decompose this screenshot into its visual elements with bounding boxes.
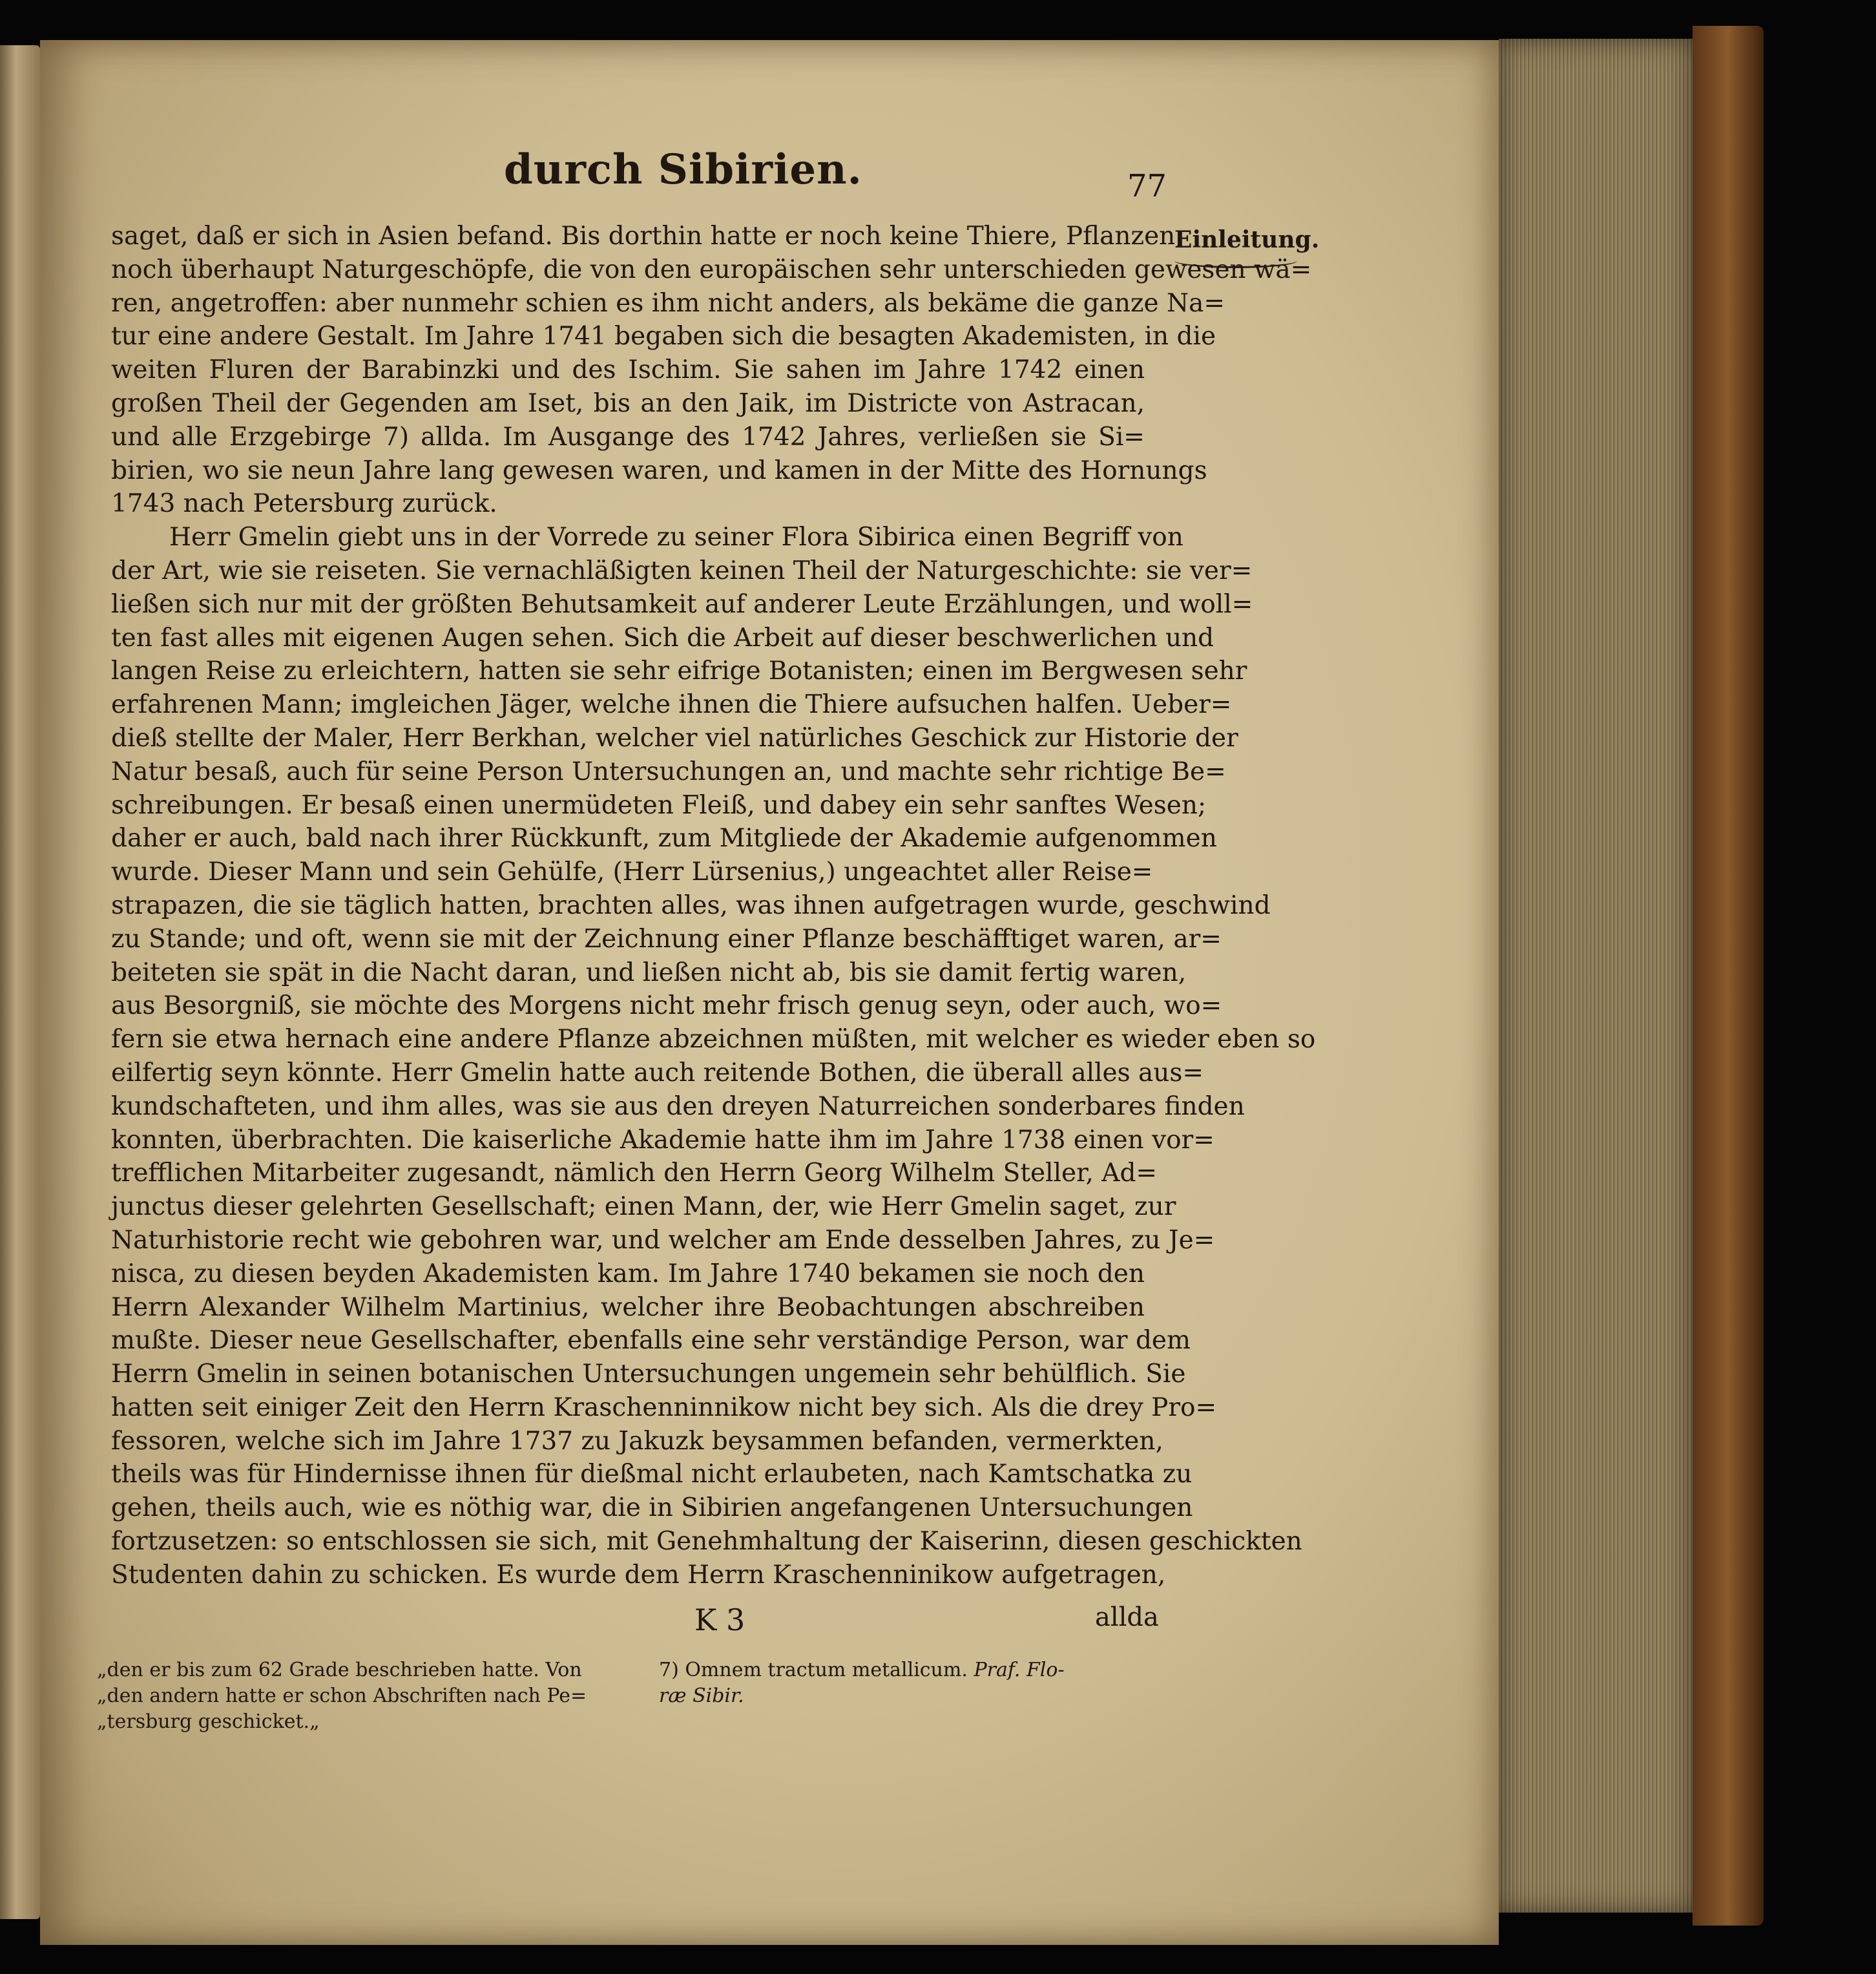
footnote-line: „tersburg geschicket.„ [97, 1710, 320, 1733]
text-line: zu Stande; und oft, wenn sie mit der Zeichnung einer Pflanze beschäfftiget waren, ar= [111, 924, 1222, 954]
text-line: und alle Erzgebirge 7) allda. Im Ausgange des 1742 Jahres, verließen sie Si= [111, 422, 1145, 452]
page-number: 77 [1127, 168, 1167, 204]
text-line: eilfertig seyn könnte. Herr Gmelin hatte auch reitende Bothen, die überall alles aus= [111, 1058, 1204, 1087]
footnote-7 [659, 1657, 1163, 1709]
footnote-citation-continued: ræ Sibir. [659, 1685, 744, 1707]
text-line: der Art, wie sie reiseten. Sie vernachläßigten keinen Theil der Naturgeschichte: sie ver= [111, 556, 1253, 585]
text-line: fortzusetzen: so entschlossen sie sich, mit Genehmhaltung der Kaiserinn, diesen geschickten [111, 1527, 1302, 1557]
text-line: schreibungen. Er besaß einen unermüdeten Fleiß, und dabey ein sehr sanftes Wesen; [111, 790, 1207, 820]
text-line: dieß stellte der Maler, Herr Berkhan, welcher viel natürliches Geschick zur Historie der [111, 723, 1238, 753]
text-line: wurde. Dieser Mann und sein Gehülfe, (Herr Lürsenius,) ungeachtet aller Reise= [111, 857, 1153, 887]
footnote-text: 7) Omnem tractum metallicum. [659, 1659, 968, 1681]
footnote-line: „den er bis zum 62 Grade beschrieben hatte. Von [97, 1659, 582, 1681]
text-line: fessoren, welche sich im Jahre 1737 zu Jakuzk beysammen befanden, vermerkten, [111, 1426, 1163, 1456]
signature-mark: K 3 [694, 1602, 745, 1637]
footnote-line [659, 1657, 1163, 1683]
text-line: langen Reise zu erleichtern, hatten sie sehr eifrige Botanisten; einen im Bergwesen sehr [111, 656, 1247, 686]
text-line: birien, wo sie neun Jahre lang gewesen waren, und kamen in der Mitte des Hornungs [111, 456, 1207, 485]
text-line: 1743 nach Petersburg zurück. [111, 489, 497, 519]
footnote-line: „den andern hatte er schon Abschriften nach Pe= [97, 1685, 587, 1707]
text-line: noch überhaupt Naturgeschöpfe, die von den europäischen sehr unterschieden gewesen wä= [111, 255, 1312, 284]
previous-page-edge [0, 45, 40, 1919]
text-line: theils was für Hindernisse ihnen für dießmal nicht erlaubeten, nach Kamtschatka zu [111, 1460, 1193, 1489]
text-line: daher er auch, bald nach ihrer Rückkunft, zum Mitgliede der Akademie aufgenommen [111, 824, 1217, 854]
text-line: Natur besaß, auch für seine Person Untersuchungen an, und machte sehr richtige Be= [111, 757, 1226, 786]
text-line: trefflichen Mitarbeiter zugesandt, nämlich den Herrn Georg Wilhelm Steller, Ad= [111, 1159, 1158, 1188]
footnote-continuation [97, 1657, 627, 1735]
text-line: Herrn Gmelin in seinen botanischen Untersuchungen ungemein sehr behülflich. Sie [111, 1360, 1186, 1389]
text-line: kundschafteten, und ihm alles, was sie aus den dreyen Naturreichen sonderbares finden [111, 1091, 1245, 1121]
text-line: Studenten dahin zu schicken. Es wurde dem Herrn Kraschenninikow aufgetragen, [111, 1560, 1166, 1590]
text-line: tur eine andere Gestalt. Im Jahre 1741 begaben sich die besagten Akademisten, in die [111, 322, 1216, 352]
text-line: weiten Fluren der Barabinzki und des Ischim. Sie sahen im Jahre 1742 einen [111, 355, 1145, 385]
text-line: erfahrenen Mann; imgleichen Jäger, welche ihnen die Thiere aufsuchen halfen. Ueber= [111, 690, 1232, 720]
text-line: hatten seit einiger Zeit den Herrn Kraschenninnikow nicht bey sich. Als die drey Pro= [111, 1392, 1217, 1422]
text-line: junctus dieser gelehrten Gesellschaft; einen Mann, der, wie Herr Gmelin saget, zur [111, 1192, 1176, 1222]
marginal-note: Einleitung. [1174, 226, 1320, 253]
text-line: saget, daß er sich in Asien befand. Bis dorthin hatte er noch keine Thiere, Pflanzen, [111, 222, 1183, 251]
text-line: fern sie etwa hernach eine andere Pflanze abzeichnen müßten, mit welcher es wieder eben so [111, 1025, 1316, 1055]
text-line: ten fast alles mit eigenen Augen sehen. Sich die Arbeit auf dieser beschwerlichen und [111, 623, 1214, 653]
text-line: mußte. Dieser neue Gesellschafter, ebenfalls eine sehr verständige Person, war dem [111, 1326, 1191, 1356]
text-line: beiteten sie spät in die Nacht daran, und ließen nicht ab, bis sie damit fertig waren, [111, 958, 1187, 987]
catchword: allda [1095, 1602, 1159, 1632]
text-line: ließen sich nur mit der größten Behutsamkeit auf anderer Leute Erzählungen, und woll= [111, 589, 1253, 619]
text-line: konnten, überbrachten. Die kaiserliche Akademie hatte ihm im Jahre 1738 einen vor= [111, 1125, 1214, 1155]
text-line: aus Besorgniß, sie möchte des Morgens nicht mehr frisch genug seyn, oder auch, wo= [111, 991, 1222, 1021]
footnote-citation: Praf. Flo- [974, 1659, 1065, 1681]
text-line: großen Theil der Gegenden am Iset, bis an den Jaik, im Districte von Astracan, [111, 388, 1145, 418]
text-line: Naturhistorie recht wie gebohren war, und welcher am Ende desselben Jahres, zu Je= [111, 1225, 1215, 1255]
text-line: ren, angetroffen: aber nunmehr schien es ihm nicht anders, als bekäme die ganze Na= [111, 288, 1225, 318]
text-line: strapazen, die sie täglich hatten, brachten alles, was ihnen aufgetragen wurde, geschwind [111, 890, 1271, 920]
text-line: gehen, theils auch, wie es nöthig war, die in Sibirien angefangenen Untersuchungen [111, 1493, 1193, 1523]
book-page-edges [1499, 39, 1693, 1913]
book-cover-edge [1693, 26, 1764, 1926]
running-head: durch Sibirien. [504, 145, 862, 194]
text-line: Herr Gmelin giebt uns in der Vorrede zu seiner Flora Sibirica einen Begriff von [169, 523, 1183, 552]
text-line: Herrn Alexander Wilhelm Martinius, welcher ihre Beobachtungen abschreiben [111, 1292, 1145, 1322]
text-line: nisca, zu diesen beyden Akademisten kam. Im Jahre 1740 bekamen sie noch den [111, 1259, 1145, 1288]
